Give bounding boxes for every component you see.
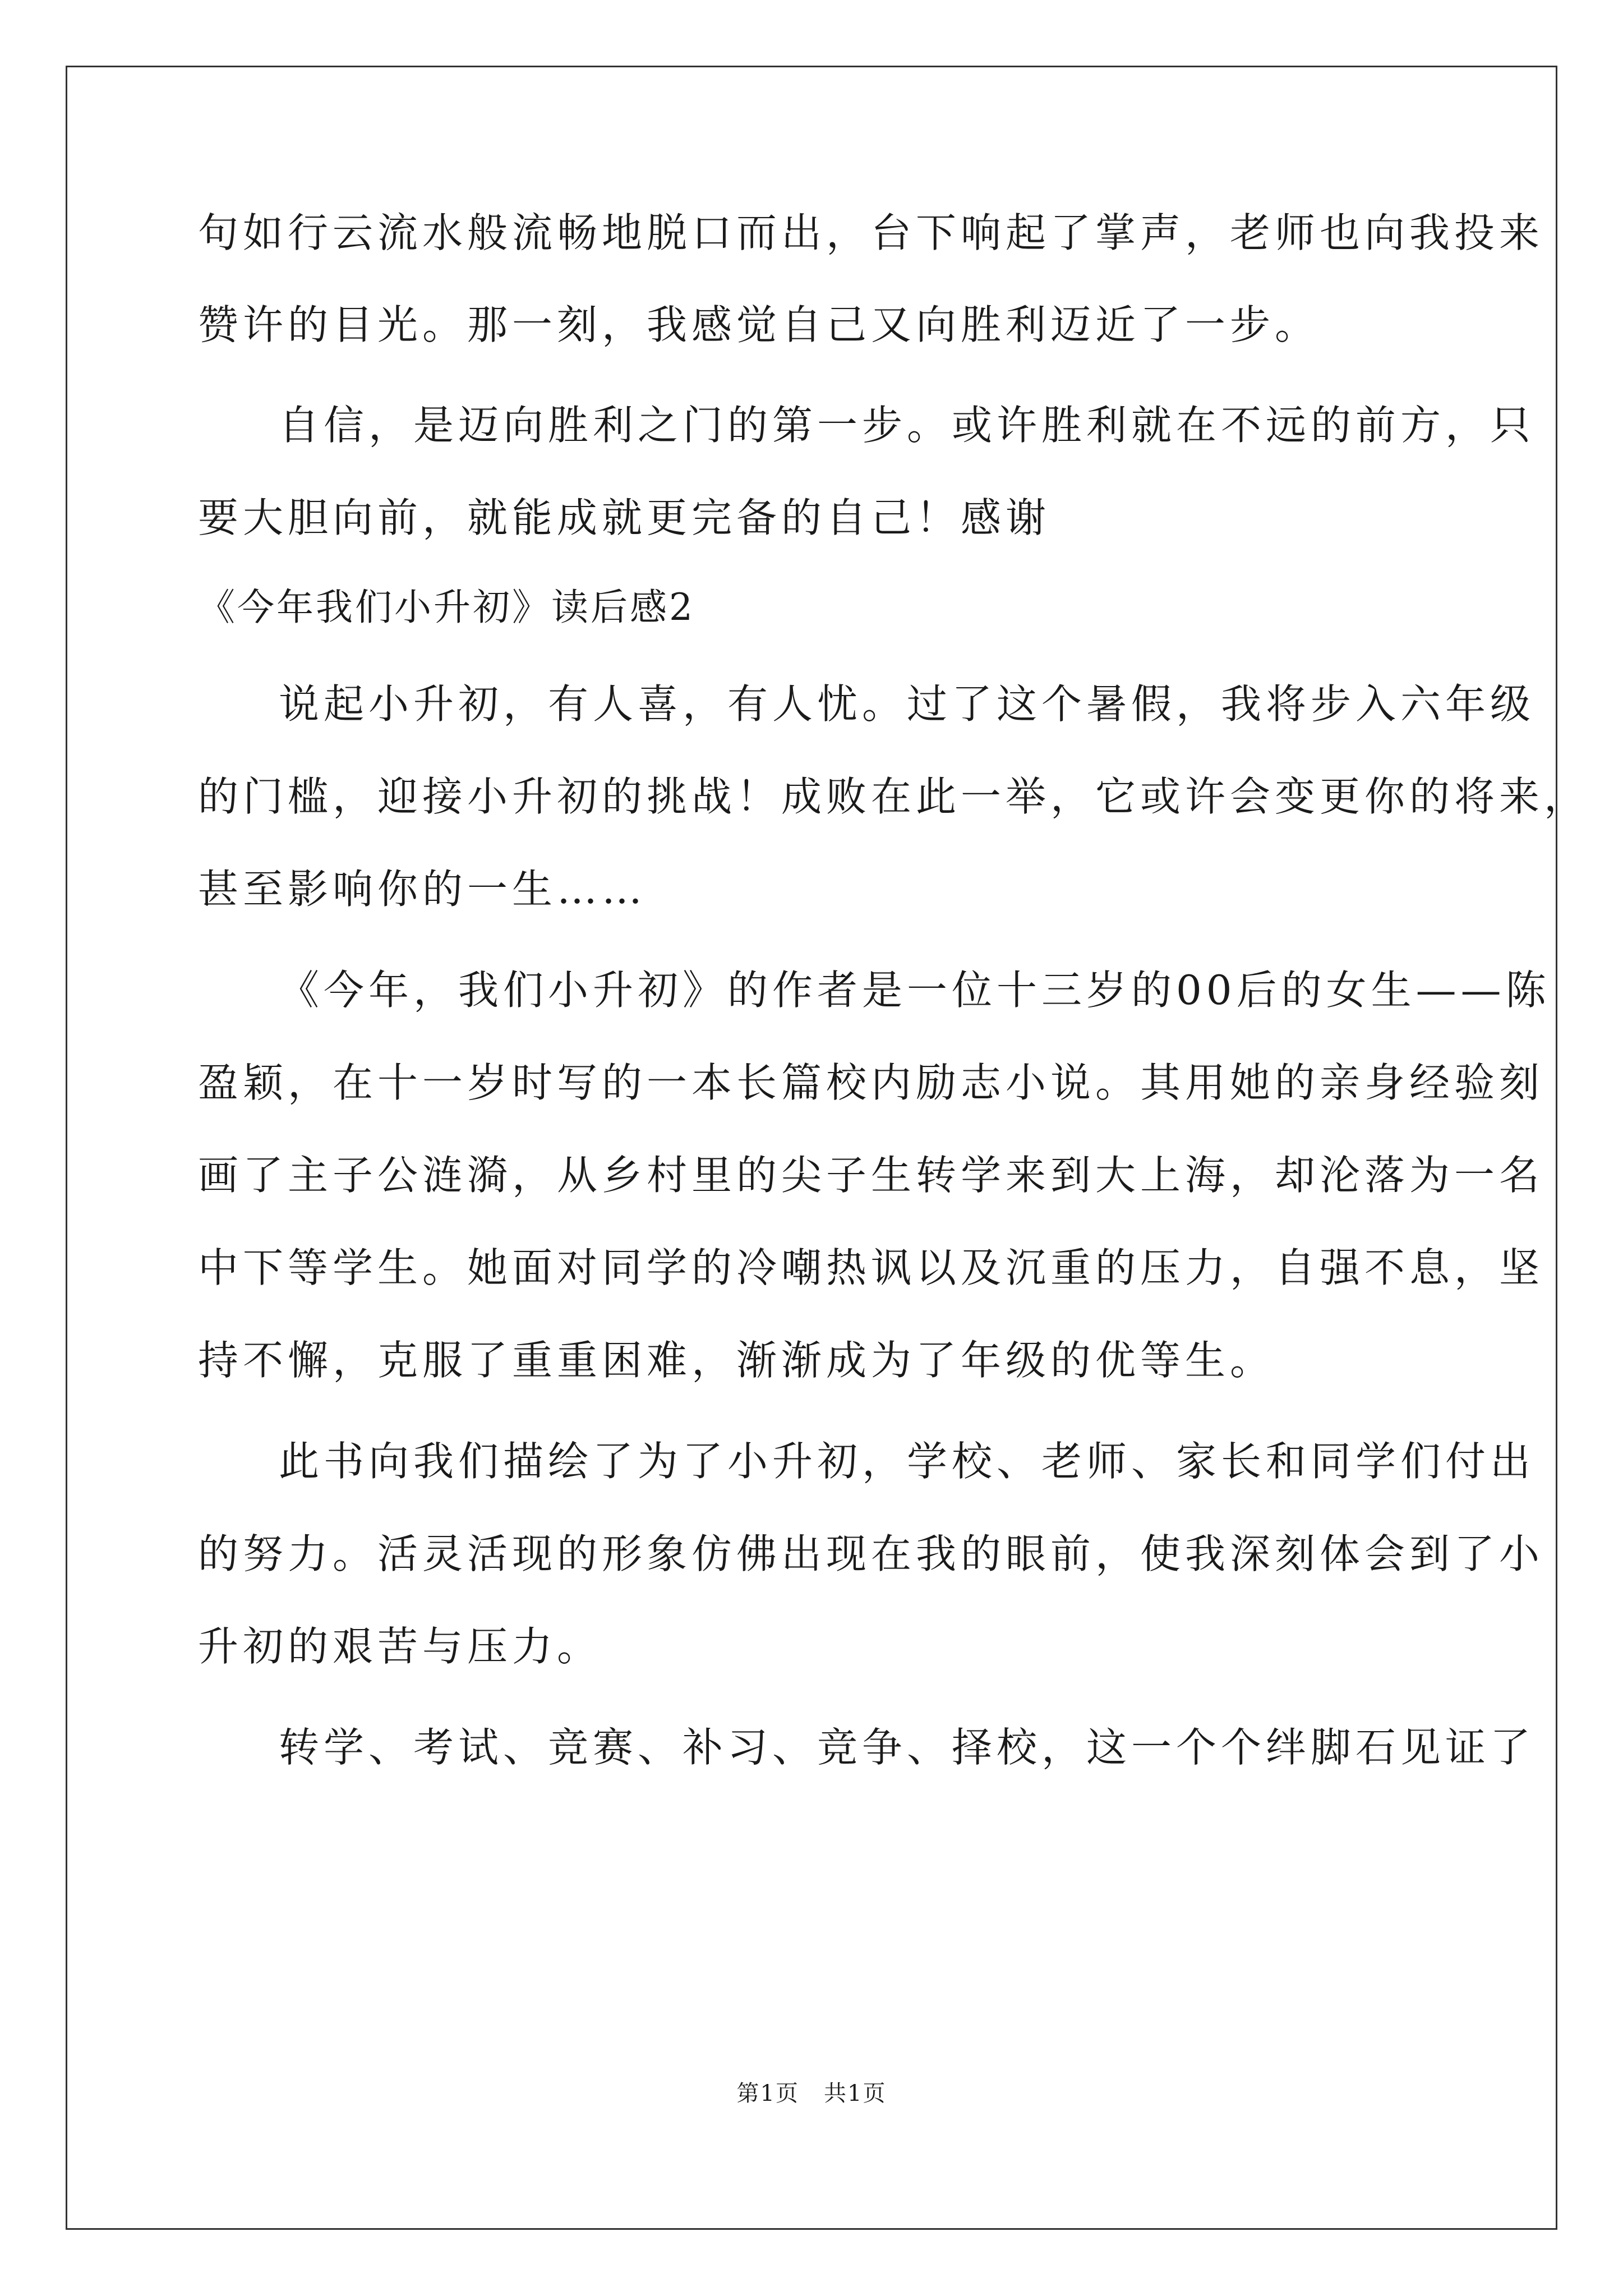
page-number: 第1页: [736, 2081, 799, 2106]
section-heading: 《今年我们小升初》读后感2: [198, 586, 695, 629]
text-line: 赞许的目光。那一刻，我感觉自己又向胜利迈近了一步。: [198, 301, 1320, 348]
text-line: 说起小升初，有人喜，有人忧。过了这个暑假，我将步入六年级: [279, 680, 1536, 728]
text-line: 自信，是迈向胜利之门的第一步。或许胜利就在不远的前方，只: [279, 402, 1536, 449]
page-total: 共1页: [824, 2081, 887, 2106]
text-line: 画了主子公涟漪，从乡村里的尖子生转学来到大上海，却沦落为一名: [198, 1152, 1544, 1199]
text-line: 句如行云流水般流畅地脱口而出，台下响起了掌声，老师也向我投来: [198, 209, 1544, 256]
text-line: 持不懈，克服了重重困难，渐渐成为了年级的优等生。: [198, 1337, 1275, 1384]
page-footer: [0, 2076, 1623, 2108]
text-line: 甚至影响你的一生……: [198, 866, 647, 913]
text-line: 此书向我们描绘了为了小升初，学校、老师、家长和同学们付出: [279, 1438, 1536, 1485]
text-line: 的努力。活灵活现的形象仿佛出现在我的眼前，使我深刻体会到了小: [198, 1530, 1544, 1577]
text-line: 盈颖，在十一岁时写的一本长篇校内励志小说。其用她的亲身经验刻: [198, 1059, 1544, 1106]
page-border: [66, 66, 1557, 2230]
text-line: 《今年，我们小升初》的作者是一位十三岁的00后的女生——陈: [279, 967, 1551, 1014]
text-line: 中下等学生。她面对同学的冷嘲热讽以及沉重的压力，自强不息，坚: [198, 1244, 1544, 1291]
text-line: 转学、考试、竞赛、补习、竞争、择校，这一个个绊脚石见证了: [279, 1724, 1536, 1771]
text-line: 升初的艰苦与压力。: [198, 1623, 602, 1670]
text-line: 的门槛，迎接小升初的挑战！成败在此一举，它或许会变更你的将来，: [198, 773, 1589, 820]
text-line: 要大胆向前，就能成就更完备的自己！感谢: [198, 494, 1051, 541]
